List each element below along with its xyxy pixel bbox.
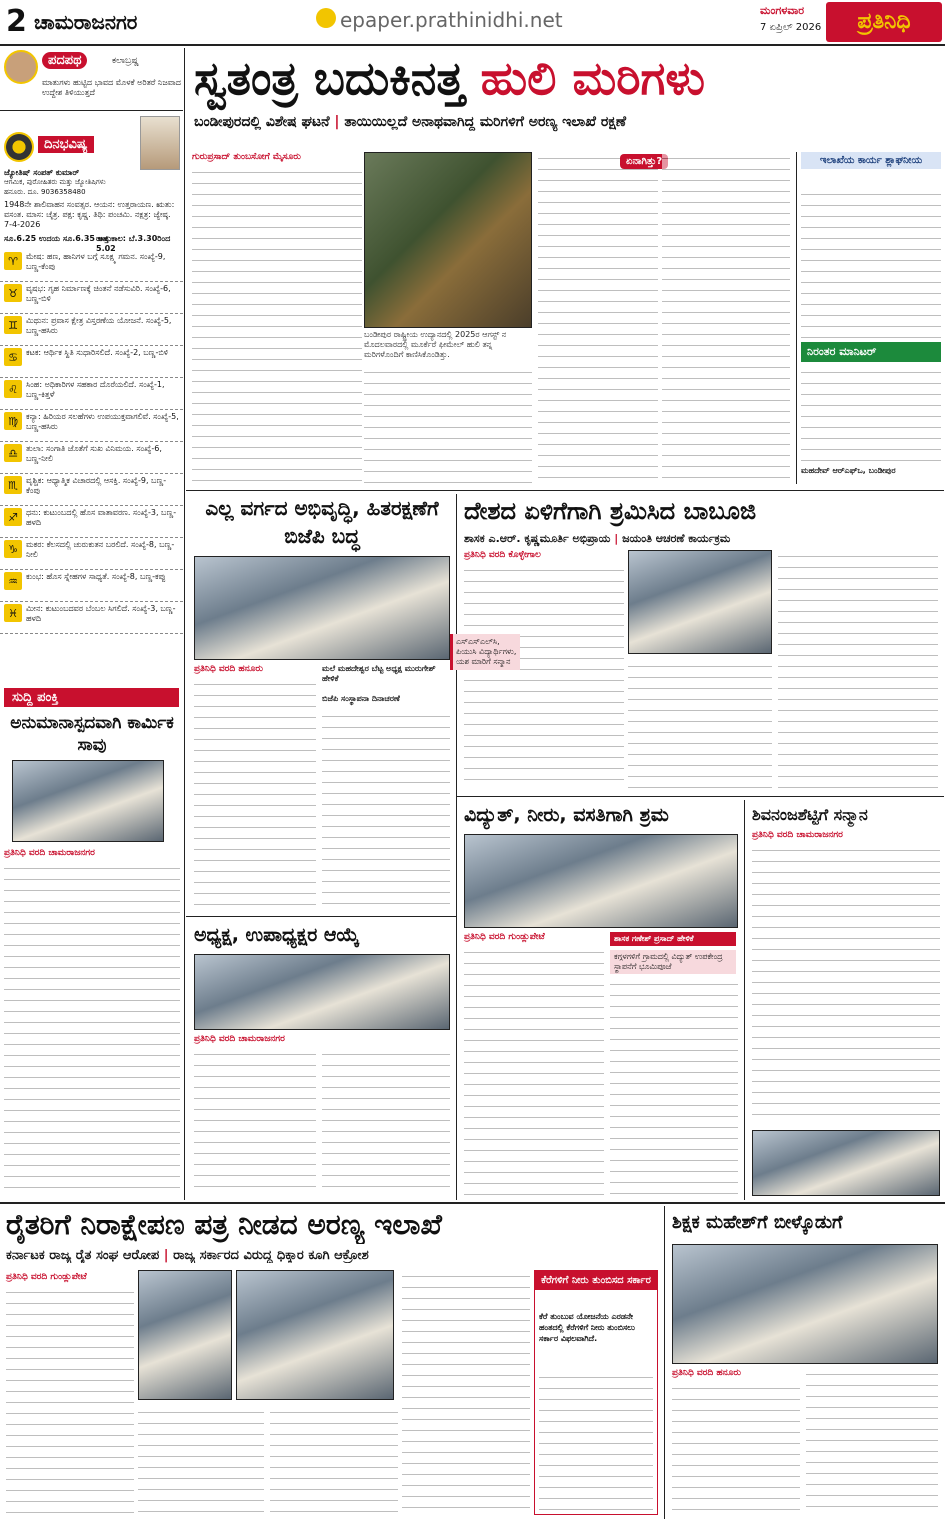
- lead-body-col2: [364, 366, 532, 484]
- zodiac-wheel-icon: [4, 132, 34, 162]
- electricity-tag2: ಕಗ್ಗಳಗಳಿಗೆ ಗ್ರಾಮದಲ್ಲಿ ವಿದ್ಯುತ್ ಉಪಕೇಂದ್ರ ಸ್ಥಾಪನೆಗೆ ಭೂಮಿಪೂಜೆ: [610, 950, 736, 974]
- babuji-byline: ಪ್ರತಿನಿಧಿ ವರದಿ ಕೊಳ್ಳೇಗಾಲ: [464, 550, 541, 560]
- lead-byline: ಗುರುಪ್ರಸಾದ್ ತುಂಬಸೋಗೆ ಮೈಸೂರು: [192, 152, 301, 162]
- separator: |: [334, 114, 345, 130]
- babuji-photo: [628, 550, 772, 654]
- babuji-subhead: [464, 532, 942, 546]
- divider: [456, 494, 457, 1200]
- divider: [186, 490, 944, 491]
- dept-sidebar: [796, 152, 942, 484]
- babuji-body3: [778, 550, 938, 790]
- lead-body-col4: [662, 152, 790, 484]
- zodiac-row: [0, 282, 183, 314]
- what-happened-tag: ಏನಾಗಿತ್ತು?: [620, 154, 668, 169]
- farmers-story: [0, 1206, 662, 1519]
- teacher-headline: ಶಿಕ್ಷಕ ಮಹೇಶ್‌ಗೆ ಬೀಳ್ಕೊಡುಗೆ: [672, 1212, 843, 1233]
- bjp-caption2: ಮಲೆ ಮಹದೇಶ್ವರ ಬೆಟ್ಟ ಅಧ್ಯಕ್ಷ ಮುರುಗೇಶ್ ಹೇಳಿಕೆ: [322, 664, 436, 683]
- electricity-body2: [610, 978, 738, 1196]
- zodiac-row: [0, 442, 183, 474]
- pisces-icon: ♓: [4, 604, 22, 622]
- bjp-headline: ಎಲ್ಲ ವರ್ಗದ ಅಭಿವೃದ್ಧಿ, ಹಿತರಕ್ಷಣೆಗೆ ಬಿಜೆಪಿ ಬದ್ಧ: [205, 496, 439, 548]
- rahukala: ರಾಹುಕಾಲ: ಬೆ.3.30ರಿಂದ 5.02: [96, 234, 171, 253]
- zodiac-text: ಧನು: ಕುಟುಂಬದಲ್ಲಿ ಹೊಸ ವಾತಾವರಣ. ಸಂಖ್ಯೆ-3, ಬಣ್ಣ-ಹಳದಿ: [26, 508, 177, 527]
- website-url[interactable]: epaper.prathinidhi.net: [340, 8, 563, 32]
- zodiac-text: ಕುಂಭ: ಹೊಸ ಸ್ನೇಹಗಳ ಸಾಧ್ಯತೆ. ಸಂಖ್ಯೆ-8, ಬಣ್ಣ-ಕಪ್ಪು: [26, 572, 166, 581]
- padapatha-text: ಮಾತುಗಳು ಹುಟ್ಟಿದ ಭಾವದ ಮೊಳಕೆ ಅರಿತರೆ ನಿಜವಾದ ಉದ್ದೇಶ ತಿಳಿಯುತ್ತದೆ: [42, 78, 181, 97]
- teacher-body2: [806, 1368, 938, 1515]
- teacher-photo: [672, 1244, 938, 1364]
- president-photo: [194, 954, 450, 1030]
- separator: |: [614, 532, 623, 545]
- teacher-byline: ಪ್ರತಿನಿಧಿ ವರದಿ ಹನೂರು: [672, 1368, 741, 1378]
- babuji-story: [456, 494, 942, 794]
- lead-subhead-b: ತಾಯಿಯಿಲ್ಲದೆ ಅನಾಥವಾಗಿದ್ದ ಮರಿಗಳಿಗೆ ಅರಣ್ಯ ಇಲಾಖೆ ರಕ್ಷಣೆ: [344, 114, 627, 130]
- astrologer-sub: ಆಗಮಿಕ, ಪುರೋಹಿತರು ಮತ್ತು ಜ್ಯೋತಿಷಿಗಳು: [4, 178, 106, 186]
- libra-icon: ♎: [4, 444, 22, 462]
- tiger-photo-caption: ಬಂಡೀಪುರ ರಾಷ್ಟ್ರೀಯ ಉದ್ಯಾನದಲ್ಲಿ 2025ರ ಆಗಸ್ಟ್ ನ ಮೊದಲವಾರದಲ್ಲಿ ಮೂರ್ಕೆರೆ ಫೀಮೇಲ್ ಹುಲಿ ತನ್ನ ಮರಿಗಳೊಂದಿಗೆ ಕಾಣಿಸಿಕೊಂಡಿತ್ತು.: [364, 330, 507, 359]
- leo-icon: ♌: [4, 380, 22, 398]
- bjp-photo: [194, 556, 450, 660]
- columnist-avatar: [4, 50, 38, 84]
- sunrise-sunset: ಸೂ.6.25 ಉದಯ ಸೂ.6.35 ಅಸ್ತ: [4, 234, 108, 243]
- bjp-byline: ಪ್ರತಿನಿಧಿ ವರದಿ ಹನೂರು: [194, 664, 263, 674]
- divider: [744, 800, 745, 1200]
- electricity-story: [460, 800, 742, 1200]
- lead-story: [188, 48, 942, 488]
- farmers-subhead: [6, 1248, 662, 1263]
- bjp-body: [194, 678, 316, 908]
- divider: [664, 1206, 665, 1519]
- aquarius-icon: ♒: [4, 572, 22, 590]
- zodiac-row: [0, 346, 183, 378]
- suddi-photo: [12, 760, 164, 842]
- dinabhavishya-box: [0, 112, 183, 690]
- dinabhavishya-label: ದಿನಭವಿಷ್ಯ: [38, 136, 94, 153]
- sagittarius-icon: ♐: [4, 508, 22, 526]
- page-number: 2: [6, 4, 27, 39]
- astrologer-name: ಜ್ಯೋತಿಷ್ ಸಂಪತ್ ಕುಮಾರ್: [4, 168, 80, 177]
- president-body2: [322, 1048, 450, 1196]
- farmers-photo-left: [138, 1270, 232, 1400]
- astrologer-phone: ಹನೂರು. ದೂ. 9036358480: [4, 188, 86, 196]
- zodiac-row: [0, 250, 183, 282]
- farmers-body3: [270, 1406, 398, 1515]
- students-tag: ಎಸ್‌ಎಸ್‌ಎಲ್‌ಸಿ, ಪಿಯುಸಿ ವಿದ್ಯಾರ್ಥಿಗಳು, ಯಶ ಮಾರಿಗೆ ಸನ್ಮಾನ: [450, 634, 520, 670]
- farmers-subhead-b: ರಾಜ್ಯ ಸರ್ಕಾರದ ವಿರುದ್ಧ ಧಿಕ್ಕಾರ ಕೂಗಿ ಆಕ್ರೋಶ: [173, 1248, 369, 1263]
- electricity-photo: [464, 834, 738, 928]
- zodiac-row: [0, 538, 183, 570]
- lakes-box-title: ಕೆರೆಗಳಿಗೆ ನೀರು ತುಂಬಿಸದ ಸರ್ಕಾರ: [535, 1271, 657, 1290]
- issue-date: 7 ಏಪ್ರಿಲ್ 2026: [760, 22, 822, 33]
- dept-sidebar-title: ಇಲಾಖೆಯ ಕಾರ್ಯ ಶ್ಲಾಘನೀಯ: [801, 152, 941, 169]
- zodiac-text: ವೃಶ್ಚಿಕ: ಆಧ್ಯಾತ್ಮಿಕ ವಿಚಾರದಲ್ಲಿ ಆಸಕ್ತಿ. ಸಂಖ್ಯೆ-9, ಬಣ್ಣ-ಕೆಂಪು: [26, 476, 167, 495]
- monitor-title: ನಿರಂತರ ಮಾನಿಟರ್: [801, 342, 941, 362]
- farmers-byline: ಪ್ರತಿನಿಧಿ ವರದಿ ಗುಂಡ್ಲುಪೇಟೆ: [6, 1272, 87, 1282]
- zodiac-row: [0, 570, 183, 602]
- padapatha-author: ಕಲಾಬ್ರಷ್ಣ: [112, 56, 139, 66]
- page-header: [0, 0, 945, 46]
- bjp-body2: [322, 710, 450, 908]
- babuji-body: [464, 564, 624, 790]
- suddi-label: ಸುದ್ದಿ ಪಂಕ್ತಿ: [4, 688, 179, 707]
- lakes-box-body: [539, 1371, 653, 1511]
- lead-headline-black: ಸ್ವತಂತ್ರ ಬದುಕಿನತ್ತ: [194, 51, 465, 105]
- shivananje-story: [748, 800, 942, 1200]
- farmers-photo-main: [236, 1270, 394, 1400]
- zodiac-list: [0, 250, 183, 634]
- lakes-box: [534, 1270, 658, 1515]
- shivananje-body: [752, 844, 940, 1124]
- shivananje-photo: [752, 1130, 940, 1196]
- babuji-body2: [628, 660, 772, 790]
- masthead-logo: ಪ್ರತಿನಿಧಿ: [826, 2, 942, 42]
- zodiac-text: ತುಲಾ: ಸಂಗಾತಿ ಜೊತೆಗೆ ಸುಖ ವಿನಿಮಯ. ಸಂಖ್ಯೆ-6, ಬಣ್ಣ-ನೀಲಿ: [26, 444, 162, 463]
- bjp-caption1: ಬಿಜೆಪಿ ಸಂಸ್ಥಾಪನಾ ದಿನಾಚರಣೆ: [322, 694, 400, 703]
- tiger-cubs-photo: [364, 152, 532, 328]
- babuji-headline: ದೇಶದ ಏಳಿಗೆಗಾಗಿ ಶ್ರಮಿಸಿದ ಬಾಬೂಜಿ: [464, 497, 757, 525]
- zodiac-row: [0, 314, 183, 346]
- farmers-body4: [402, 1270, 530, 1515]
- taurus-icon: ♉: [4, 284, 22, 302]
- lead-body-col3: [538, 152, 658, 484]
- electricity-byline: ಪ್ರತಿನಿಧಿ ವರದಿ ಗುಂಡ್ಲುಪೇಟೆ: [464, 932, 545, 942]
- divider: [184, 48, 185, 1200]
- electricity-tag1: ಶಾಸಕ ಗಣೇಶ್ ಪ್ರಸಾದ್ ಹೇಳಿಕೆ: [610, 932, 736, 946]
- cancer-icon: ♋: [4, 348, 22, 366]
- capricorn-icon: ♑: [4, 540, 22, 558]
- section-name: ಚಾಮರಾಜನಗರ: [34, 10, 138, 34]
- lead-headline-red: ಹುಲಿ ಮರಿಗಳು: [480, 51, 705, 105]
- babuji-subhead-b: ಜಯಂತಿ ಆಚರಣೆ ಕಾರ್ಯಕ್ರಮ: [622, 532, 731, 545]
- zodiac-text: ಕಟಕ: ಆರ್ಥಿಕ ಸ್ಥಿತಿ ಸುಧಾರಿಸಲಿದೆ. ಸಂಖ್ಯೆ-2, ಬಣ್ಣ-ಬಿಳಿ: [26, 348, 169, 357]
- lead-headline: [194, 48, 934, 110]
- padapatha-label: ಪದಪಥ: [42, 52, 87, 69]
- bjp-story: [188, 494, 454, 914]
- panchanga-text: 1948ನೇ ಶಾಲಿವಾಹನ ಸಂವತ್ಸರ. ಆಯನ: ಉತ್ತರಾಯಣ. ಋತು: ವಸಂತ. ಮಾಸ: ಚೈತ್ರ. ಪಕ್ಷ: ಕೃಷ್ಣ. ತಿಥಿ: ಪಂಚಮಿ. ನಕ್ಷತ್ರ: ಜ್ಯೇಷ್ಠ. 7-4-2026: [4, 200, 175, 229]
- padapatha-box: [0, 48, 183, 108]
- suddi-body: [4, 862, 180, 1194]
- electricity-body: [464, 946, 604, 1196]
- farmers-subhead-a: ಕರ್ನಾಟಕ ರಾಜ್ಯ ರೈತ ಸಂಘ ಆರೋಪ: [6, 1248, 160, 1263]
- monitor-body: [801, 366, 941, 462]
- aries-icon: ♈: [4, 252, 22, 270]
- president-byline: ಪ್ರತಿನಿಧಿ ವರದಿ ಚಾಮರಾಜನಗರ: [194, 1034, 285, 1044]
- gemini-icon: ♊: [4, 316, 22, 334]
- divider: [186, 916, 456, 917]
- zodiac-row: [0, 474, 183, 506]
- farmers-body: [6, 1286, 134, 1515]
- zodiac-text: ಸಿಂಹ: ಅಧಿಕಾರಿಗಳ ಸಹಕಾರ ದೊರೆಯಲಿದೆ. ಸಂಖ್ಯೆ-1, ಬಣ್ಣ-ಕಿತ್ತಳೆ: [26, 380, 165, 399]
- weekday: ಮಂಗಳವಾರ: [760, 4, 805, 17]
- astrologer-photo: [140, 116, 180, 170]
- suddi-box: [0, 688, 183, 1200]
- divider: [0, 1202, 945, 1204]
- president-headline: ಅಧ್ಯಕ್ಷ, ಉಪಾಧ್ಯಕ್ಷರ ಆಯ್ಕೆ: [194, 924, 360, 946]
- zodiac-row: [0, 410, 183, 442]
- shivananje-byline: ಪ್ರತಿನಿಧಿ ವರದಿ ಚಾಮರಾಜನಗರ: [752, 830, 843, 840]
- shivananje-headline: ಶಿವನಂಜಶೆಟ್ಟಿಗೆ ಸನ್ಮಾನ: [752, 805, 868, 824]
- separator: |: [163, 1248, 174, 1263]
- teacher-story: [668, 1206, 942, 1519]
- farmers-body2: [138, 1406, 264, 1515]
- zodiac-text: ಮೀನ: ಕುಟುಂಬದವರ ಬೆಂಬಲ ಸಿಗಲಿದೆ. ಸಂಖ್ಯೆ-3, ಬಣ್ಣ-ಹಳದಿ: [26, 604, 176, 623]
- lead-subhead-a: ಬಂಡೀಪುರದಲ್ಲಿ ವಿಶೇಷ ಘಟನೆ: [194, 114, 330, 130]
- president-story: [188, 920, 454, 1200]
- electricity-headline: ವಿದ್ಯುತ್, ನೀರು, ವಸತಿಗಾಗಿ ಶ್ರಮ: [464, 804, 669, 826]
- zodiac-text: ಮಕರ: ಕೆಲಸದಲ್ಲಿ ಚುರುಕುತನ ಬರಲಿದೆ. ಸಂಖ್ಯೆ-8, ಬಣ್ಣ-ನೀಲಿ: [26, 540, 175, 559]
- zodiac-text: ಮೇಷ: ಹಣ, ಹಾನಿಗಳ ಬಗ್ಗೆ ಸೂಕ್ಷ್ಮ ಗಮನ. ಸಂಖ್ಯೆ-9, ಬಣ್ಣ-ಕೆಂಪು: [26, 252, 166, 271]
- suddi-headline: ಅನುಮಾನಾಸ್ಪದವಾಗಿ ಕಾರ್ಮಿಕ ಸಾವು: [10, 713, 174, 755]
- lead-body-col1: [192, 166, 362, 484]
- monitor-author: ಮಹದೇವ್ ಆರ್‌ಎಫ್‌ಒ, ಬಂಡೀಪುರ: [801, 466, 896, 475]
- zodiac-text: ಕನ್ಯಾ: ಹಿರಿಯರ ಸಲಹೆಗಳು ಉಪಯುಕ್ತವಾಗಲಿವೆ. ಸಂಖ್ಯೆ-5, ಬಣ್ಣ-ಹಸಿರು: [26, 412, 179, 431]
- divider: [0, 110, 183, 111]
- lakes-box-text: ಕೆರೆ ತುಂಬುವ ಯೋಜನೆಯ ಎರಡನೇ ಹಂತದಲ್ಲಿ ಕೆರೆಗಳಿಗೆ ನೀರು ತುಂಬಿಸಲು ಸರ್ಕಾರ ವಿಫಲವಾಗಿದೆ.: [539, 1312, 635, 1343]
- teacher-body: [672, 1382, 800, 1515]
- virgo-icon: ♍: [4, 412, 22, 430]
- zodiac-text: ವೃಷಭ: ಗೃಹ ನಿರ್ಮಾಣಕ್ಕೆ ಚಿಂತನೆ ನಡೆಸುವಿರಿ. ಸಂಖ್ಯೆ-6, ಬಣ್ಣ-ಬಿಳಿ: [26, 284, 171, 303]
- divider: [456, 796, 944, 797]
- zodiac-row: [0, 506, 183, 538]
- scorpio-icon: ♏: [4, 476, 22, 494]
- dept-sidebar-body: [801, 188, 941, 338]
- sun-logo-icon: [316, 8, 336, 28]
- suddi-byline: ಪ್ರತಿನಿಧಿ ವರದಿ ಚಾಮರಾಜನಗರ: [4, 848, 95, 858]
- zodiac-row: [0, 378, 183, 410]
- farmers-headline: ರೈತರಿಗೆ ನಿರಾಕ್ಷೇಪಣ ಪತ್ರ ನೀಡದ ಅರಣ್ಯ ಇಲಾಖೆ: [6, 1208, 442, 1241]
- president-body: [194, 1048, 316, 1196]
- zodiac-text: ಮಿಥುನ: ಪ್ರವಾಸ ಕ್ಷೇತ್ರ ವಿಸ್ತರಣೆಯ ಯೋಜನೆ. ಸಂಖ್ಯೆ-5, ಬಣ್ಣ-ಹಸಿರು: [26, 316, 172, 335]
- zodiac-row: [0, 602, 183, 634]
- lead-subhead: [194, 114, 942, 130]
- babuji-subhead-a: ಶಾಸಕ ಎ.ಆರ್. ಕೃಷ್ಣಮೂರ್ತಿ ಅಭಿಪ್ರಾಯ: [464, 532, 611, 545]
